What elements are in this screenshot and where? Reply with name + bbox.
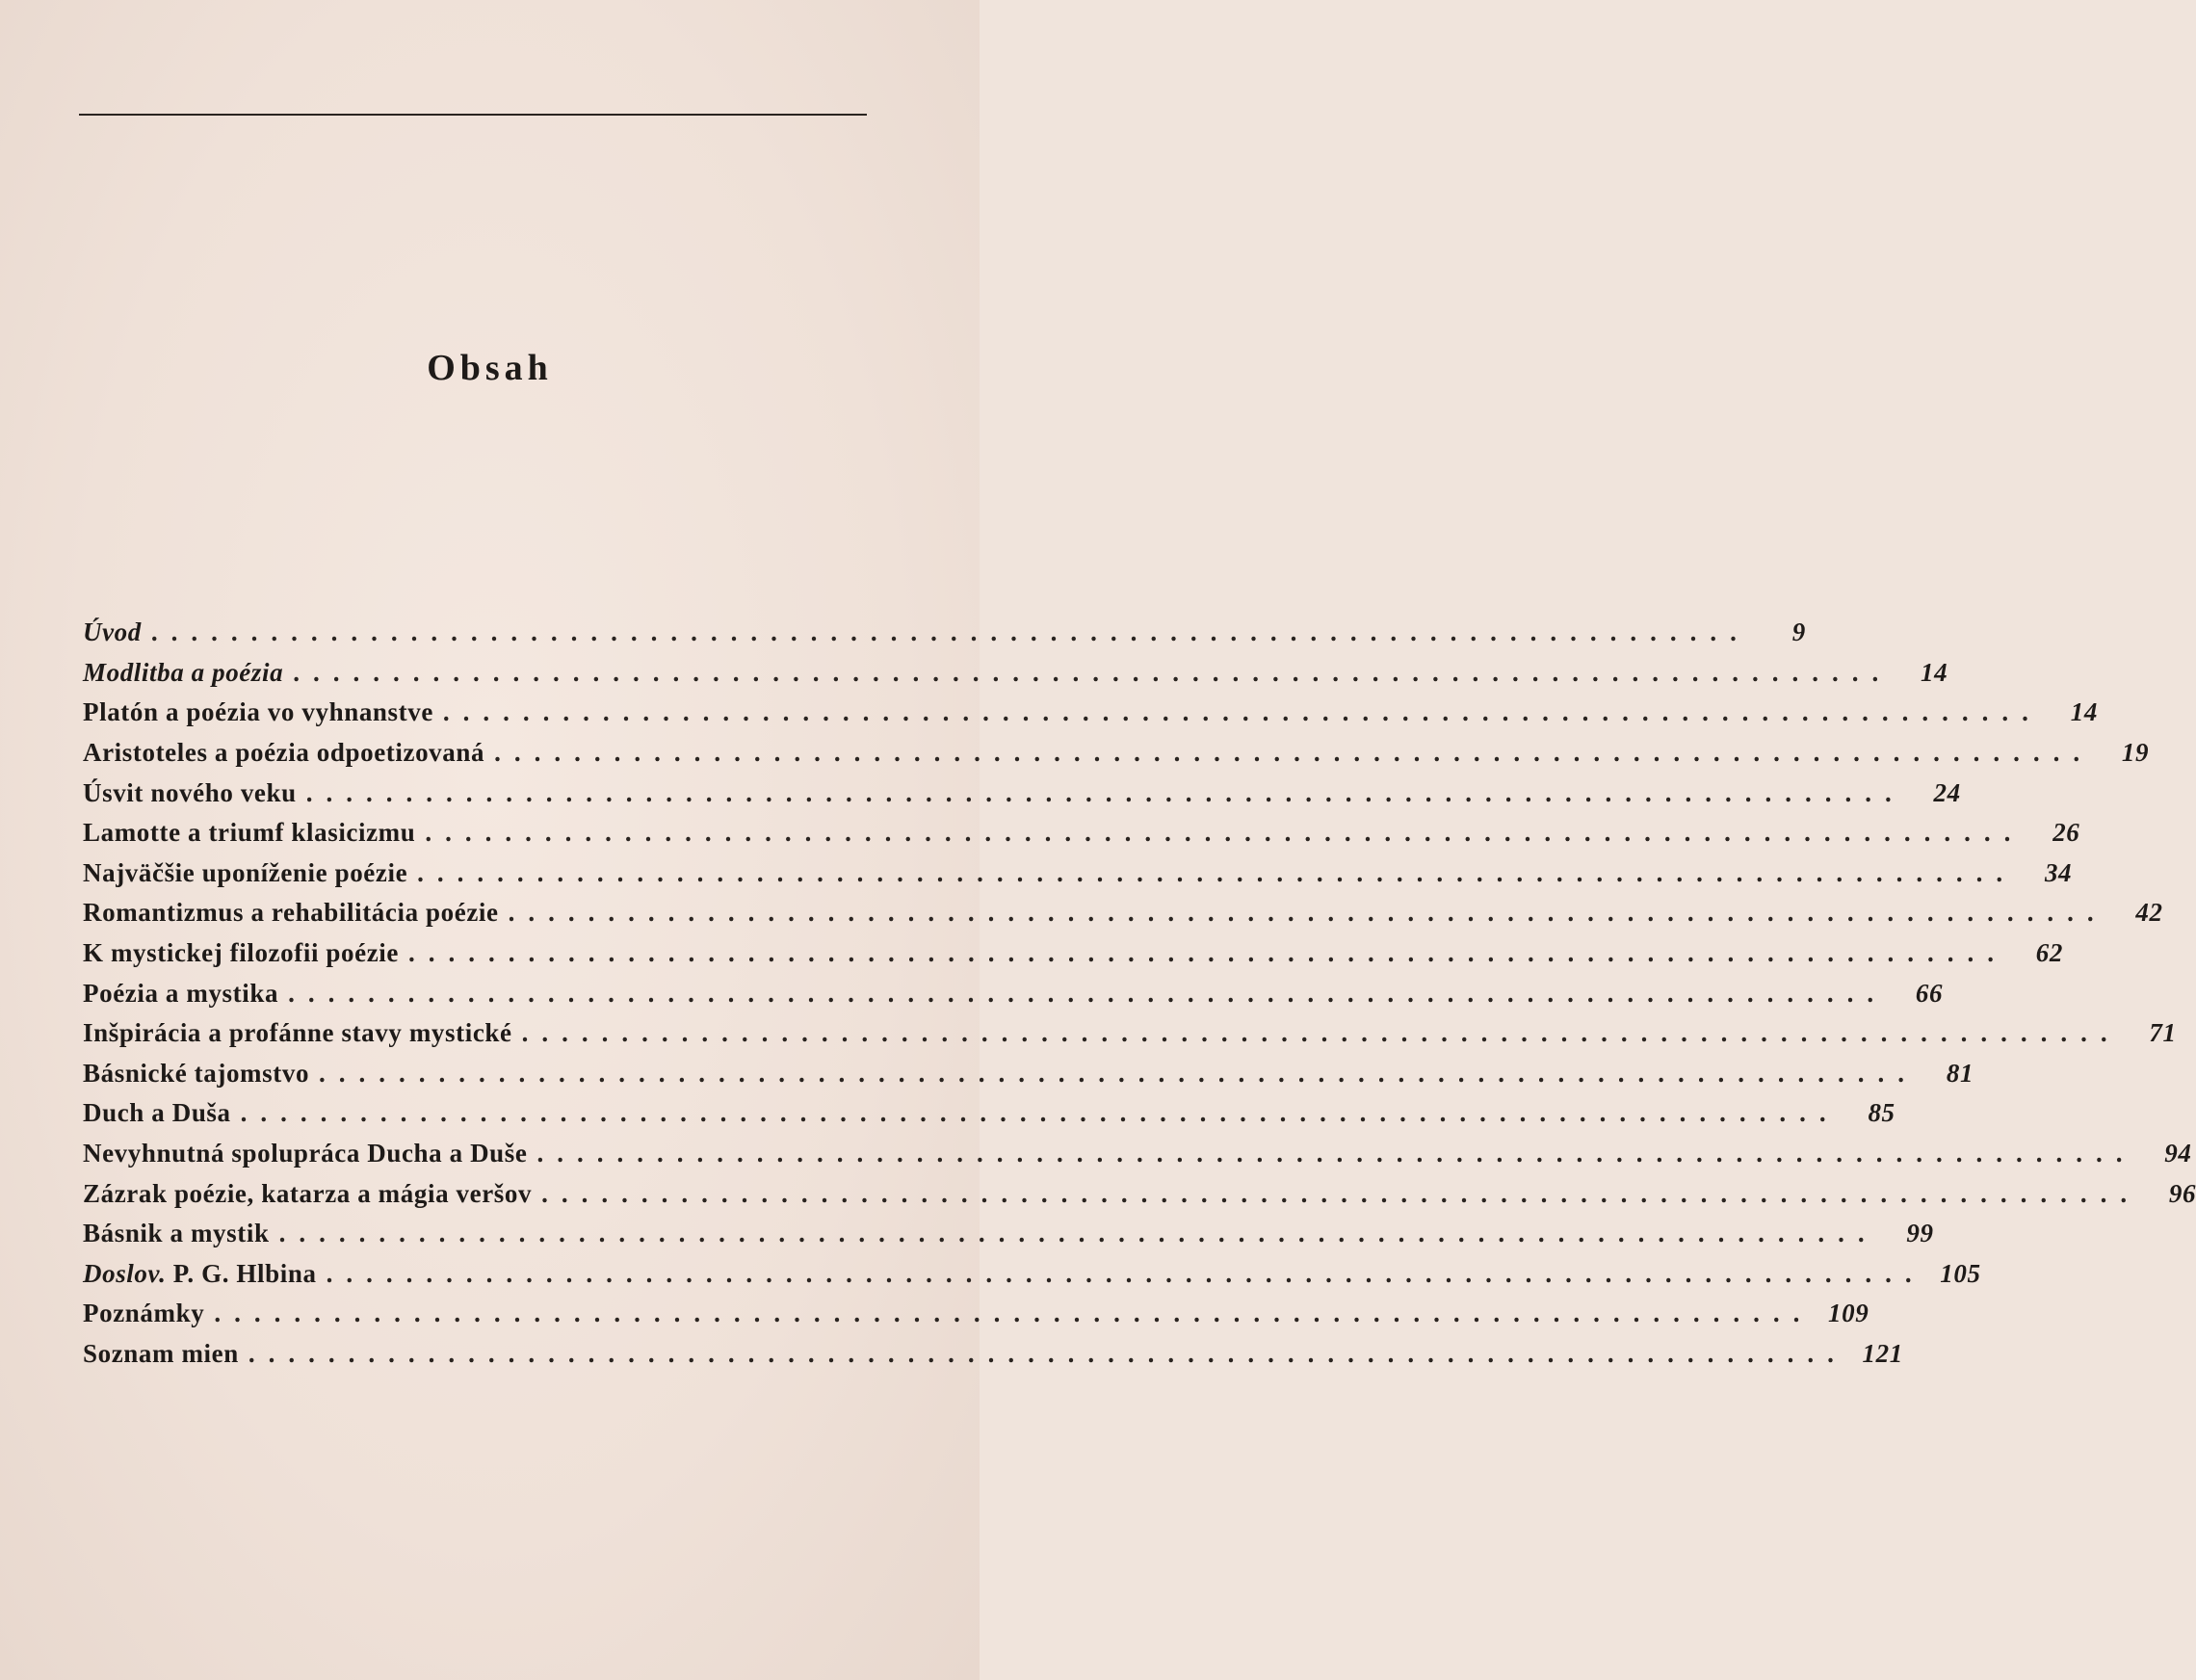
toc-entry-title: Soznam mien [83, 1338, 239, 1368]
toc-entry-page-number: 96 [2168, 1178, 2196, 1208]
toc-entry-title [83, 1259, 327, 1289]
toc-entry-page-number: 19 [2121, 738, 2150, 768]
dot-leader: ................................................................................ [248, 1338, 1847, 1368]
dot-leader: ................................................................................ [536, 1139, 2136, 1168]
dot-leader: ................................................................................ [521, 1018, 2121, 1048]
dot-leader: ................................................................................ [240, 1098, 1840, 1128]
dot-leader: ................................................................................ [278, 1219, 1878, 1248]
toc-entry [83, 1093, 1895, 1134]
toc-entry-page-number: 66 [1915, 978, 1944, 1008]
page-title: Obsah [427, 348, 553, 388]
toc-entry [83, 773, 1961, 813]
toc-entry [83, 1173, 2196, 1214]
toc-entry [83, 973, 1944, 1013]
toc-entry [83, 1054, 1974, 1094]
toc-entry [83, 613, 1806, 653]
toc-entry-page-number: 14 [2070, 697, 2098, 727]
toc-entry-page-number: 34 [2044, 857, 2073, 887]
top-rule [79, 114, 867, 116]
toc-entry [83, 733, 2150, 774]
dot-leader: ................................................................................ [407, 938, 2007, 968]
toc-entry-page-number: 99 [1906, 1219, 1934, 1248]
toc-entry-title: Modlitba a poézia [83, 657, 284, 687]
toc-entry-title: Inšpirácia a profánne stavy mystické [83, 1018, 512, 1048]
toc-entry-title: K mystickej filozofii poézie [83, 938, 399, 968]
toc-entry-page-number: 71 [2149, 1018, 2177, 1048]
dot-leader: ................................................................................ [214, 1299, 1814, 1328]
toc-entry-title: Aristoteles a poézia odpoetizovaná [83, 738, 485, 768]
toc-entry-page-number: 94 [2164, 1139, 2192, 1168]
toc-entry [83, 1254, 1981, 1295]
toc-entry-page-number: 9 [1791, 617, 1806, 647]
toc-entry [83, 693, 2098, 733]
toc-entry-title: Romantizmus a rehabilitácia poézie [83, 898, 499, 928]
toc-entry [83, 813, 2080, 853]
dot-leader: ................................................................................ [417, 857, 2017, 887]
toc-entry-page-number: 105 [1940, 1258, 1981, 1288]
dot-leader: ................................................................................ [326, 1258, 1925, 1288]
dot-leader: ................................................................................ [288, 978, 1888, 1008]
toc-entry-title: Duch a Duša [83, 1098, 231, 1128]
toc-entry-page-number: 85 [1868, 1098, 1895, 1128]
toc-entry-title: Poézia a mystika [83, 978, 279, 1008]
dot-leader: ................................................................................ [442, 697, 2042, 727]
toc-entry-title: Zázrak poézie, katarza a mágia veršov [83, 1178, 533, 1208]
toc-entry-title: Platón a poézia vo vyhnanstve [83, 697, 433, 727]
toc-entry [83, 1214, 1934, 1254]
toc-entry-page-number: 62 [2035, 938, 2063, 968]
toc-entry [83, 893, 2163, 933]
dot-leader: ................................................................................ [150, 617, 1750, 647]
dot-leader: ................................................................................ [319, 1058, 1919, 1088]
toc-entry [83, 1294, 1869, 1334]
toc-entry-title-italic: Doslov. [83, 1258, 167, 1288]
toc-entry [83, 1013, 2177, 1054]
toc-entry [83, 1334, 1903, 1375]
dot-leader: ................................................................................ [425, 818, 2025, 848]
toc-entry-title: Lamotte a triumf klasicizmu [83, 818, 416, 848]
toc-entry-page-number: 109 [1828, 1299, 1869, 1328]
toc-entry-page-number: 26 [2052, 818, 2080, 848]
toc-entry-title: Poznámky [83, 1299, 205, 1328]
toc-entry-page-number: 24 [1933, 777, 1961, 807]
toc-entry-title: Úsvit nového veku [83, 777, 297, 807]
toc-entry [83, 933, 2063, 974]
dot-leader: ................................................................................ [494, 738, 2094, 768]
toc-entry-title: Úvod [83, 617, 142, 647]
toc-entry-page-number: 42 [2135, 898, 2163, 928]
dot-leader: ................................................................................ [508, 898, 2107, 928]
toc-entry-page-number: 81 [1946, 1058, 1974, 1088]
dot-leader: ................................................................................ [305, 777, 1905, 807]
dot-leader: ................................................................................ [293, 657, 1893, 687]
toc-entry-page-number: 121 [1862, 1338, 1903, 1368]
toc-entry-title: Básnik a mystik [83, 1219, 270, 1248]
toc-entry-title: Básnické tajomstvo [83, 1058, 310, 1088]
toc-entry [83, 853, 2073, 894]
toc-entry [83, 1134, 2192, 1174]
toc-entry-title-author: P. G. Hlbina [166, 1258, 317, 1288]
toc-entry-title: Najväčšie uponíženie poézie [83, 857, 408, 887]
dot-leader: ................................................................................ [541, 1178, 2141, 1208]
table-of-contents [83, 613, 2196, 1374]
toc-entry-title: Nevyhnutná spolupráca Ducha a Duše [83, 1139, 528, 1168]
toc-entry-page-number: 14 [1921, 657, 1948, 687]
toc-entry [83, 653, 1948, 694]
